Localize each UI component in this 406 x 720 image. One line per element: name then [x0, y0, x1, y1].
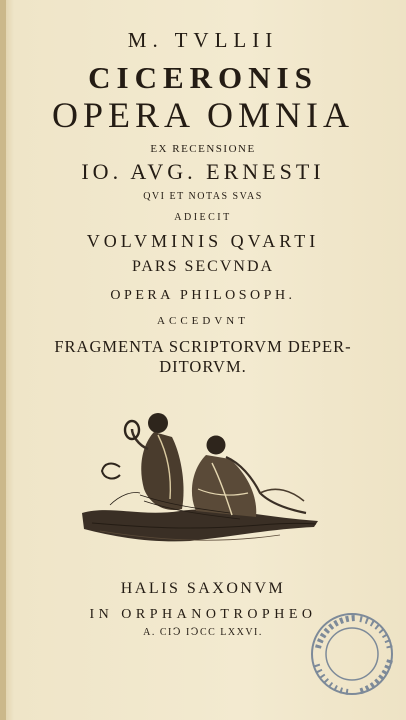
- volume-line: VOLVMINIS QVARTI: [86, 231, 320, 251]
- imprint-date: A. CIↃ IↃCC LXXVI.: [143, 627, 263, 638]
- notes-line: QVI ET NOTAS SVAS: [143, 191, 263, 202]
- author-praenomen: M. TVLLII: [127, 28, 279, 52]
- fragments-line-end: DITORVM.: [159, 357, 247, 376]
- imprint-publisher: IN ORPHANOTROPHEO: [89, 607, 317, 622]
- serpent-icon: [102, 464, 120, 479]
- contents-line: OPERA PHILOSOPH.: [110, 288, 296, 303]
- author-name: CICERONIS: [88, 60, 318, 95]
- reclining-figure-right: [192, 436, 306, 518]
- allegorical-vignette: [80, 405, 320, 553]
- recension-label: EX RECENSIONE: [150, 143, 256, 155]
- work-title: OPERA OMNIA: [51, 95, 355, 135]
- seated-figure-left: [102, 413, 184, 510]
- adiecit-line: ADIECIT: [174, 212, 232, 223]
- library-stamp-icon: [308, 610, 396, 698]
- part-line: PARS SECVNDA: [131, 258, 275, 275]
- editor-name: IO. AVG. ERNESTI: [81, 159, 325, 184]
- accedunt-line: ACCEDVNT: [157, 315, 249, 327]
- imprint-place: HALIS SAXONVM: [120, 580, 286, 597]
- fragments-line: FRAGMENTA SCRIPTORVM DEPER-: [54, 337, 352, 356]
